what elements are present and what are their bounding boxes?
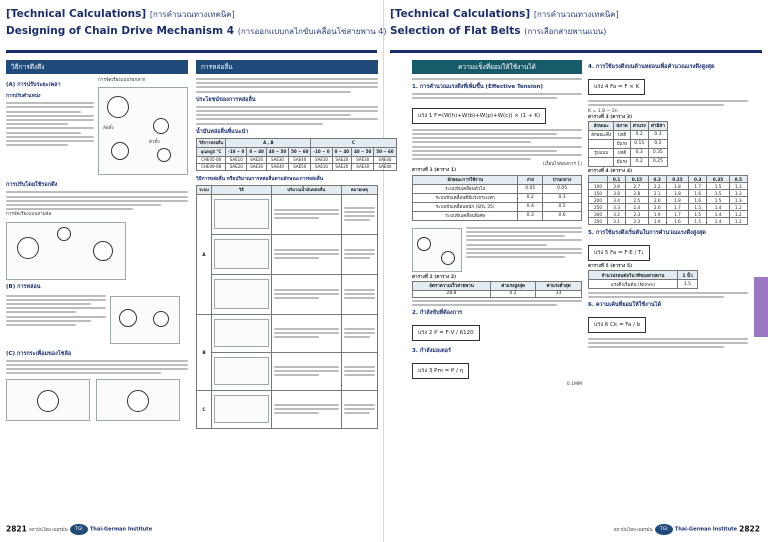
- table-header: วิธี: [211, 185, 271, 194]
- step-3-title: 3. กำลังมอเตอร์: [412, 348, 451, 355]
- table-cell: 250: [589, 204, 608, 211]
- paragraph: [412, 300, 582, 306]
- formula-5: แรง 5 Fa = F·E / T₁: [588, 245, 650, 261]
- table-cell: 3.3: [608, 204, 626, 211]
- table-cell: 1.8: [666, 197, 688, 204]
- sub-c-title: การปรับโดยใช้รอกดึง: [6, 182, 58, 189]
- table-3-title: ตารางที่ 3 (ตาราง 3): [588, 114, 633, 120]
- left-title-thai: [การคำนวณทางเทคนิค]: [149, 10, 235, 19]
- table-row: [413, 193, 582, 202]
- table-header: อุณหภูมิ °C: [197, 147, 226, 156]
- group-label: B: [197, 314, 212, 390]
- table-4-title: ตารางที่ 4 (ตาราง 4): [588, 168, 633, 174]
- left-footer: [6, 524, 152, 538]
- step-2-title: 2. กำลังขับที่ต้องการ: [412, 310, 463, 317]
- sprocket-icon: [107, 96, 129, 118]
- table-cell: 200: [589, 197, 608, 204]
- table-cell: 1.9: [648, 218, 666, 225]
- table-header: ลักษณะการใช้งาน: [413, 175, 518, 184]
- oil-table-title: น้ำมันหล่อลื่นที่แนะนำ: [196, 128, 249, 135]
- table-row: [589, 183, 748, 190]
- figure-2: [6, 222, 126, 280]
- table-header: ปานกลาง: [543, 175, 582, 184]
- table-row: [197, 194, 378, 234]
- table-row: [589, 280, 698, 289]
- table-row: [413, 290, 582, 297]
- figure-5: [96, 379, 180, 421]
- table-cell: 1.3: [729, 190, 747, 197]
- table-cell: 28.8: [413, 290, 491, 297]
- table-header: 0.5: [729, 176, 747, 183]
- table-header: [589, 176, 608, 183]
- table-cell: 0.25: [648, 157, 667, 166]
- table-header: ง่าย: [518, 175, 543, 184]
- figure-4: [6, 379, 90, 421]
- table-cell: 1.7: [666, 211, 688, 218]
- table-cell: 0.2: [490, 290, 535, 297]
- paragraph: [412, 129, 582, 160]
- paragraph: [588, 100, 748, 106]
- figure-3: [110, 296, 180, 344]
- table-cell: 2.0: [648, 204, 666, 211]
- table-cell: 300: [589, 211, 608, 218]
- sprocket-icon: [127, 390, 149, 412]
- method-figure: [214, 279, 269, 309]
- table-cell: SAE30: [352, 163, 374, 170]
- section-tensioning-title: วิธีการดึงตึง: [6, 60, 188, 74]
- sprocket-icon: [153, 311, 169, 327]
- table-row: [589, 211, 748, 218]
- condition-note: (เงื่อนไขของการ 1): [542, 162, 582, 168]
- right-footer: [614, 524, 760, 538]
- table-cell: 0.3: [630, 148, 648, 157]
- left-header: [6, 6, 387, 50]
- factor-table: [588, 121, 668, 167]
- table-row: [589, 190, 748, 197]
- table-cell: CHE09-08: [197, 163, 226, 170]
- table-header: จำนวนรอบต่อวินาทีของสายพาน: [589, 271, 678, 280]
- table-cell: 1.7: [666, 204, 688, 211]
- sub-d-title: (B) การหล่อน: [6, 283, 41, 290]
- paragraph: [196, 78, 378, 93]
- table-header: สภาพ: [614, 121, 630, 130]
- table-header: 50 ~ 60: [374, 147, 396, 156]
- table-cell: 100: [589, 183, 608, 190]
- table-cell: 0.2: [630, 130, 648, 139]
- table-cell: 33: [536, 290, 582, 297]
- table-header: 0 ~ 40: [332, 147, 352, 156]
- table-5-title: ตารางที่ 5 (ตาราง 5): [588, 264, 633, 270]
- table-cell: SAE40: [374, 156, 396, 163]
- table-cell: 2.0: [648, 197, 666, 204]
- table-cell: 1.4: [707, 211, 729, 218]
- left-col-2: [196, 60, 394, 520]
- table-cell: 3.8: [608, 183, 626, 190]
- table-row: [197, 234, 378, 274]
- table-row: [197, 156, 397, 163]
- table-cell: 3.2: [608, 211, 626, 218]
- table-cell: 1.2: [729, 211, 747, 218]
- table-cell: 2.8: [626, 190, 648, 197]
- table-header: 0 ~ 40: [247, 147, 267, 156]
- method-table: [196, 185, 378, 429]
- table-cell: แรงดึงเริ่มต้น (N/mm): [589, 280, 678, 289]
- table-header: 0.1: [608, 176, 626, 183]
- table-header: ปริมาณน้ำมันหล่อลื่น: [271, 185, 341, 194]
- table-header: ค่าแรงต่ำสุด: [536, 281, 582, 290]
- figure-1-caption: การจัดเรียงแบบรอกลาก: [98, 78, 146, 83]
- sprocket-icon: [157, 148, 171, 162]
- right-title-thai: [การคำนวณทางเทคนิค]: [533, 10, 619, 19]
- table-cell: SAE20: [226, 163, 247, 170]
- paragraph: [588, 292, 748, 298]
- table-cell: [589, 157, 614, 166]
- paragraph: [412, 78, 582, 80]
- table-header: C: [311, 138, 396, 147]
- table-header: 0.15: [626, 176, 648, 183]
- table-cell: 0.3: [543, 193, 582, 202]
- table-row: [413, 184, 582, 193]
- institute-thai: สถาบันไทย-เยอรมัน: [613, 528, 653, 533]
- table-header: -10 ~ 0: [226, 147, 247, 156]
- table-row: [589, 197, 748, 204]
- tgi-logo: TGI: [655, 524, 673, 535]
- table-cell: ปกติ: [614, 130, 630, 139]
- table-cell: 2.5: [626, 197, 648, 204]
- table-cell: SAE50: [289, 163, 311, 170]
- right-col-1: [412, 60, 582, 520]
- table-header: 40 ~ 50: [266, 147, 288, 156]
- sprocket-icon: [17, 237, 39, 259]
- table-cell: SAE40: [266, 163, 288, 170]
- table-row: [413, 202, 582, 211]
- right-col-2: [588, 60, 748, 520]
- table-cell: SAE10: [311, 156, 332, 163]
- section-tab[interactable]: [754, 277, 768, 337]
- table-cell: SAE30: [247, 163, 267, 170]
- table-cell: ระบบขับเคลื่อนที่มีแรงกระแทก: [413, 193, 518, 202]
- figure-1: [98, 87, 188, 175]
- table-header: อัตราความเร็วสายพาน: [413, 281, 491, 290]
- method-figure: [214, 319, 269, 347]
- table-header: 40 ~ 50: [352, 147, 374, 156]
- table-header: 0.2: [648, 176, 666, 183]
- table-cell: 0.5: [543, 202, 582, 211]
- paragraph: [6, 360, 188, 375]
- initial-tension-table: [588, 270, 698, 289]
- group-label: C: [197, 390, 212, 428]
- speed-table: [412, 281, 582, 298]
- table-1-title: ตารางที่ 1 (ตาราง 1): [412, 168, 457, 174]
- pulley-icon: [441, 251, 455, 265]
- paragraph: [412, 93, 582, 99]
- table-cell: 1.4: [707, 218, 729, 225]
- table-cell: รูปแบบ: [589, 148, 614, 157]
- figure-2-caption: การจัดเรียงแบบสามล้อ: [6, 212, 52, 218]
- table-header: ค่าแรง: [630, 121, 648, 130]
- table-row: [589, 157, 668, 166]
- table-cell: 0.2: [518, 193, 543, 202]
- table-cell: 1.6: [666, 218, 688, 225]
- table-cell: ระบบขับเคลื่อนหนัก (SRL 35): [413, 202, 518, 211]
- section-allowable-stress-title: ความแข็งที่ยอมให้ใช้งานได้: [412, 60, 582, 74]
- table-header: ลักษณะ: [589, 121, 614, 130]
- left-header-rule: [6, 50, 377, 53]
- table-row: [589, 204, 748, 211]
- right-title: [Technical Calculations]: [390, 8, 531, 20]
- table-cell: SAE20: [332, 163, 352, 170]
- institute-name: Thai-German Institute: [89, 526, 153, 533]
- table-cell: 0.05: [518, 184, 543, 193]
- table-cell: 0.05: [543, 184, 582, 193]
- table-row: [589, 218, 748, 225]
- table-row: [197, 314, 378, 352]
- table-cell: ระบบขับเคลื่อนพิเศษ: [413, 211, 518, 220]
- table-cell: 0.3: [518, 211, 543, 220]
- table-cell: 1.8: [666, 190, 688, 197]
- table-cell: ระบบขับเคลื่อนทั่วไป: [413, 184, 518, 193]
- table-header: วิธีการหล่อลื่น: [197, 138, 226, 147]
- section-lubrication-title: การหล่อลื่น: [196, 60, 378, 74]
- table-cell: 1.3: [729, 183, 747, 190]
- table-row: [197, 274, 378, 314]
- method-figure: [214, 357, 269, 385]
- paragraph: [466, 225, 582, 275]
- right-subtitle-thai: (การเลือกสายพานแบน): [524, 27, 607, 36]
- table-cell: 1.2: [729, 204, 747, 211]
- left-subtitle-thai: (การออกแบบกลไกขับเคลื่อนโซ่สายพาน 4): [237, 27, 387, 36]
- table-cell: 150: [589, 190, 608, 197]
- sprocket-icon: [37, 390, 59, 412]
- formula-4b: K = 1.8 ~ 2n: [588, 108, 618, 114]
- table-cell: 1.6: [689, 190, 707, 197]
- formula-1: แรง 1 F=(W(h)+W(b)+W(p)+W(c)) × (1 + K): [412, 108, 546, 124]
- formula-4: แรง 4 Fa = F × K: [588, 79, 645, 95]
- page-number: 2822: [739, 524, 760, 534]
- paragraph: [6, 102, 94, 146]
- formula-2: แรง 2 P = F·V / 6120: [412, 325, 480, 341]
- table-row: [589, 130, 668, 139]
- table-cell: 2.3: [626, 218, 648, 225]
- table-cell: SAE30: [266, 156, 288, 163]
- method-table-title: วิธีการหล่อลื่น หรือปริมาณการหล่อลื่นตามลักษณะการหล่อลื่น: [196, 176, 323, 182]
- formula-3: แรง 3 Pm = P / η: [412, 363, 469, 379]
- table-header: -10 ~ 0: [311, 147, 332, 156]
- table-cell: SAE40: [289, 156, 311, 163]
- table-cell: [589, 139, 614, 148]
- table-row: [413, 211, 582, 220]
- figure-label: ล้อตั้ง: [103, 126, 114, 132]
- table-cell: 0.2: [630, 157, 648, 166]
- sub-e-title: (C) การกระเพื่อมของโซ่ล้อ: [6, 350, 72, 357]
- table-cell: SAE20: [247, 156, 267, 163]
- right-header-rule: [390, 50, 762, 53]
- table-header: 1 นิ้ว: [677, 271, 697, 280]
- lubrication-benefit-title: ประโยชน์ของการหล่อลื่น: [196, 96, 256, 103]
- institute-thai: สถาบันไทย-เยอรมัน: [28, 528, 68, 533]
- table-cell: 0.15: [630, 139, 648, 148]
- footnote-value: 0.1MM: [566, 382, 582, 388]
- method-figure: [214, 395, 269, 423]
- table-cell: 2.4: [626, 204, 648, 211]
- table-cell: ปกติ: [614, 148, 630, 157]
- table-cell: 0.2: [648, 139, 667, 148]
- table-cell: 3.1: [608, 218, 626, 225]
- table-cell: 1.9: [648, 211, 666, 218]
- table-header: 0.35: [707, 176, 729, 183]
- table-cell: มีแรง: [614, 157, 630, 166]
- table-header: 0.25: [666, 176, 688, 183]
- left-col-1: [6, 60, 188, 520]
- table-cell: SAE10: [311, 163, 332, 170]
- sub-b-title: การปรับตำแหน่ง: [6, 94, 41, 99]
- paragraph: [6, 293, 106, 347]
- right-header: [390, 6, 762, 50]
- table-cell: 1.7: [689, 183, 707, 190]
- sprocket-icon: [111, 142, 129, 160]
- table-cell: 0.3: [648, 130, 667, 139]
- table-cell: 1.8: [666, 183, 688, 190]
- tgi-logo: TGI: [70, 524, 88, 535]
- table-cell: CHE05-08: [197, 156, 226, 163]
- table-row: [197, 390, 378, 428]
- table-row: [197, 352, 378, 390]
- paragraph: [196, 106, 378, 125]
- table-header: ระบบ: [197, 185, 212, 194]
- table-row: [589, 148, 668, 157]
- sub-a-title: (A) การปรับระยะเพลา: [6, 82, 61, 88]
- table-cell: 1.5: [707, 197, 729, 204]
- page-number: 2821: [6, 524, 27, 534]
- left-title: [Technical Calculations]: [6, 8, 147, 20]
- method-figure: [214, 199, 269, 229]
- table-cell: 1.5: [707, 190, 729, 197]
- sprocket-icon: [93, 241, 113, 261]
- sprocket-icon: [119, 309, 137, 327]
- table-cell: ลักษณะดึง: [589, 130, 614, 139]
- method-figure: [214, 239, 269, 269]
- table-header: หมายเหตุ: [341, 185, 377, 194]
- step-5-title: 5. การใช้แรงดึงเริ่มต้นในการคำนวณแรงดึงสูงสุด: [588, 230, 706, 237]
- table-header: A , B: [226, 138, 311, 147]
- table-cell: 1.5: [677, 280, 697, 289]
- table-cell: 0.6: [543, 211, 582, 220]
- table-cell: SAE10: [226, 156, 247, 163]
- formula-6: แรง 6 Ck = Fa / b: [588, 317, 646, 333]
- table-cell: 350: [589, 218, 608, 225]
- right-page: [384, 0, 768, 542]
- sprocket-icon: [153, 118, 169, 134]
- coefficient-table: [588, 175, 748, 225]
- table-cell: 2.2: [648, 183, 666, 190]
- table-cell: 1.4: [707, 204, 729, 211]
- service-factor-table: [412, 175, 582, 221]
- table-cell: 2.3: [626, 211, 648, 218]
- table-cell: 1.2: [729, 218, 747, 225]
- table-cell: SAE20: [332, 156, 352, 163]
- table-cell: 1.5: [707, 183, 729, 190]
- figure-label: ตัวตั้ง: [149, 140, 160, 146]
- paragraph: [588, 338, 748, 348]
- table-row: [589, 139, 668, 148]
- sprocket-icon: [57, 227, 71, 241]
- step-1-title: 1. การคำนวณแรงดึงที่เพิ่มขึ้น (Effective Tension): [412, 84, 544, 90]
- table-cell: 3.8: [608, 190, 626, 197]
- paragraph: [6, 191, 188, 210]
- table-cell: 2.1: [648, 190, 666, 197]
- group-label: A: [197, 194, 212, 314]
- step-4-title: 4. การใช้แรงดึงบนด้านหย่อนเพื่อคำนวณแรงดึงสูงสุด: [588, 64, 715, 70]
- table-cell: 1.5: [689, 218, 707, 225]
- table-header: ค่าแรงสูงสุด: [490, 281, 535, 290]
- table-cell: 1.5: [689, 211, 707, 218]
- table-cell: SAE30: [352, 156, 374, 163]
- table-cell: 0.35: [648, 148, 667, 157]
- table-header: 50 ~ 60: [289, 147, 311, 156]
- table-cell: 1.5: [689, 204, 707, 211]
- table-cell: 2.7: [626, 183, 648, 190]
- table-cell: มีแรง: [614, 139, 630, 148]
- table-cell: 3.4: [608, 197, 626, 204]
- oil-table: [196, 138, 397, 171]
- table-header: 0.3: [689, 176, 707, 183]
- table-2-title: ตารางที่ 2 (ตาราง 2): [412, 274, 457, 280]
- table-cell: 0.4: [518, 202, 543, 211]
- table-cell: 1.3: [729, 197, 747, 204]
- table-row: [197, 163, 397, 170]
- right-subtitle: Selection of Flat Belts: [390, 25, 521, 37]
- table-cell: 1.6: [689, 197, 707, 204]
- table-header: ค่ามีค่า: [648, 121, 667, 130]
- step-6-title: 6. ความเค้นที่ยอมให้ใช้งานได้: [588, 301, 662, 308]
- institute-name: Thai-German Institute: [674, 526, 738, 533]
- left-subtitle: Designing of Chain Drive Mechanism 4: [6, 25, 235, 37]
- table-cell: SAE40: [374, 163, 396, 170]
- pulley-figure: [412, 228, 462, 272]
- pulley-icon: [417, 237, 431, 251]
